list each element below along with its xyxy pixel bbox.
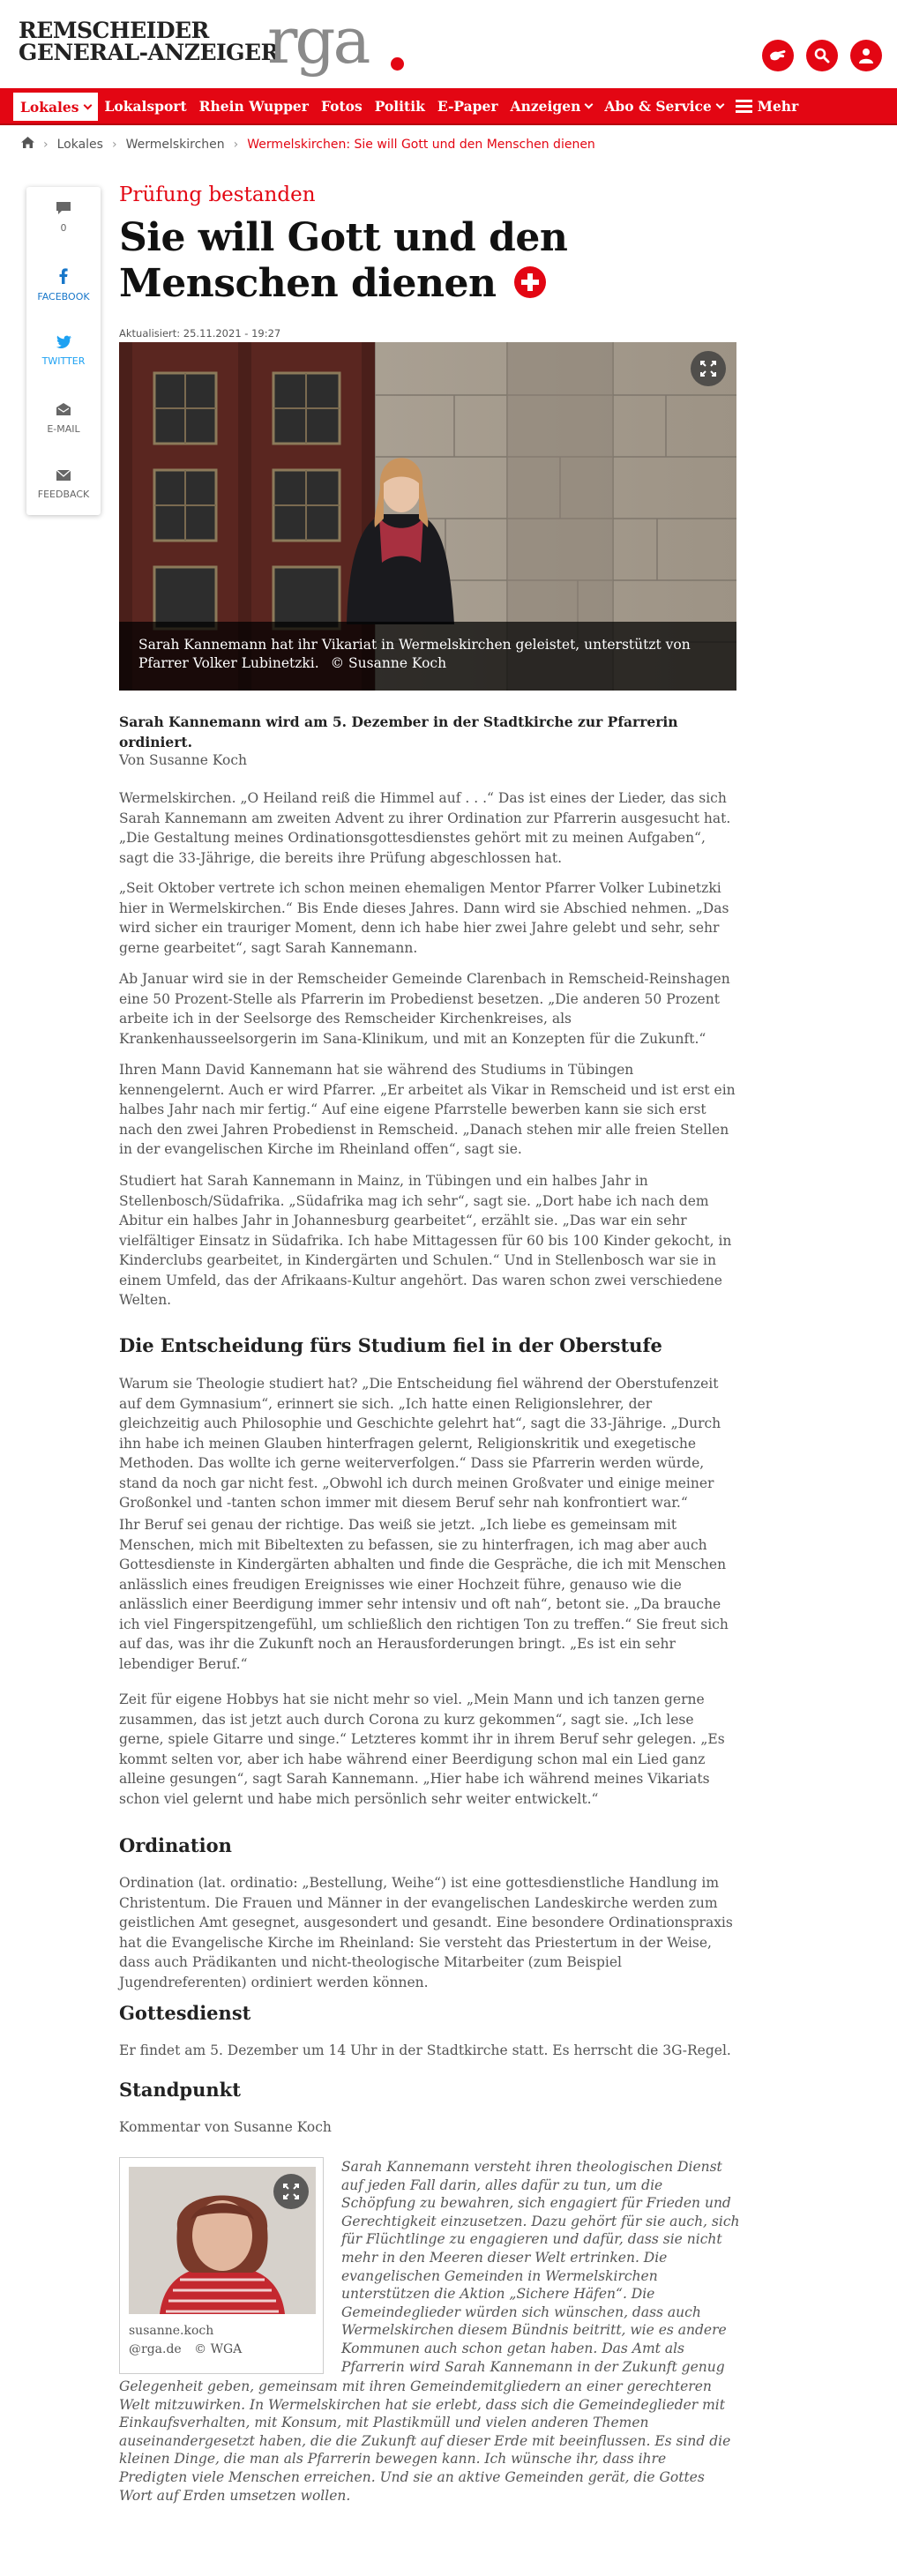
nav-item-mehr[interactable]	[729, 88, 804, 123]
paragraph: Studiert hat Sarah Kannemann in Mainz, in Tübingen und ein halbes Jahr in Stellenbosch/Südafrika. „Südafrika mag ich sehr“, sagt sie. „Dort habe ich nach dem Abitur ein halbes Jahr in Johannesburg gearbeitet“, erzählt sie. „Das war ein sehr vielfältiger Einsatz in Südafrika. Ich habe Mittagessen für 60 bis 100 Kinder gekocht, in Kinderclubs gearbeitet, in Kindergärten und Schulen.“ Und in Stellenbosch war sie in einem Umfeld, das der Afrikaans-Kultur angehört. Das waren schon zwei verschiedene Welten.	[119, 1173, 732, 1308]
search-icon[interactable]	[806, 40, 838, 71]
expand-icon	[273, 2174, 309, 2209]
caption-credit: © Susanne Koch	[330, 655, 447, 671]
breadcrumb-separator: ›	[111, 137, 117, 152]
paragraph: Ihren Mann David Kannemann hat sie während des Studiums in Tübingen kennengelernt. Auch er wird Pfarrer. „Er arbeitet als Vikar in Remscheid und ist erst ein halbes Jahr nach mir fertig.“ Auf eine eigene Pfarrstelle bewerben kann sie sich erst nach den zwei Jahren Probedienst in Remscheid. „Danach stehen mir alle freien Stellen in der evangelischen Kirche im Rheinland offen“, sagt sie.	[119, 1062, 736, 1157]
author-email-domain: @rga.de	[129, 2342, 182, 2356]
user-icon[interactable]	[850, 40, 882, 71]
nav-item-label: Fotos	[320, 97, 363, 115]
breadcrumb-separator: ›	[233, 137, 239, 152]
facebook-icon	[59, 268, 68, 284]
facebook-label: FACEBOOK	[37, 291, 90, 302]
article-title	[119, 215, 736, 307]
comment-text-beside-image	[341, 2158, 740, 2376]
section-heading: Standpunkt	[119, 2079, 241, 2101]
chevron-down-icon	[83, 101, 92, 109]
expand-author-image-button[interactable]	[273, 2174, 309, 2209]
comment-line: mehr in den Meeren dieser Welt ertrinken. Die	[341, 2249, 668, 2266]
nav-item-label: Lokales	[20, 98, 79, 116]
section-heading: Gottesdienst	[119, 2002, 251, 2024]
feedback-button[interactable]	[26, 469, 101, 500]
comment-line: Pfarrerin wird Sarah Kannemann in der Zukunft genug	[341, 2358, 725, 2375]
hero-image[interactable]	[119, 342, 736, 691]
expand-icon	[691, 351, 726, 386]
nav-item-lokales[interactable]	[12, 92, 99, 122]
logo-brand: rga	[267, 4, 369, 78]
paragraph: Er findet am 5. Dezember um 14 Uhr in der Stadtkirche statt. Es herrscht die 3G-Regel.	[119, 2042, 731, 2058]
author-credit: © WGA	[194, 2342, 243, 2356]
nav-item-lokalsport[interactable]	[99, 88, 193, 123]
site-header	[0, 0, 897, 88]
nav-item-fotos[interactable]	[315, 88, 369, 123]
hero-caption	[119, 622, 736, 691]
nav-item-anzeigen[interactable]	[505, 88, 599, 123]
breadcrumb-current: Wermelskirchen: Sie will Gott und den Menschen dienen	[247, 137, 595, 152]
comment-line: unterstützen die Aktion „Sichere Häfen“. Die	[341, 2286, 655, 2303]
comment-text-continued: Gelegenheit geben, gemeinsam mit ihren Gemeindemitgliedern an einer gerechteren Welt mitzuwirken. In Wermelskirchen hat sie erlebt, dass sich die Gemeindeglieder mit Einkaufsverhalten, mit Konsum, mit Plastikmüll und vielen anderen Themen auseinandergesetzt haben, die die Zukunft auf dieser Erde mit beeinflussen. Es sind die kleinen Dinge, die man als Pfarrerin bewegen kann. Ich wünsche ihr, dass ihre Predigten viele Menschen erreichen. Und sie an aktive Gemeinden gerät, die Gottes Wort auf Erden umsetzen wollen.	[119, 2378, 731, 2504]
twitter-label: TWITTER	[41, 355, 86, 367]
article-byline: Von Susanne Koch	[119, 752, 248, 768]
envelope-icon	[56, 469, 71, 482]
comment-line: evangelischen Gemeinden in Wermelskirchen	[341, 2267, 658, 2284]
breadcrumb	[21, 137, 595, 152]
comment-icon	[56, 201, 71, 215]
comment-byline: Kommentar von Susanne Koch	[119, 2119, 332, 2135]
comment-line: Gemeindeglieder würden sich wünschen, dass auch	[341, 2303, 701, 2320]
article-kicker: Prüfung bestanden	[119, 183, 316, 206]
comment-line: Wermelskirchen diesem Bündnis beitritt, wie es andere	[341, 2322, 727, 2339]
paragraph: Warum sie Theologie studiert hat? „Die Entscheidung fiel während der Oberstufenzeit auf dem Gymnasium“, erinnert sie sich. „Ich hatte einen Religionslehrer, der gleichzeitig auch Philosophie und Geschichte gelehrt hat“, sagt die 33-Jährige. „Durch ihn habe ich meinen Glauben hinterfragen gelernt, Religionskritik und exegetische Methoden. Das wollte ich gerne weiterverfolgen.“ Dass sie Pfarrerin werden würde, stand da noch gar nicht fest. „Obwohl ich durch meinen Großvater und einige meiner Großonkel und -tanten schon immer mit diesem Beruf sehr nah konfrontiert war.“	[119, 1376, 721, 1511]
paragraph: Ordination (lat. ordinatio: „Bestellung, Weihe“) ist eine gottesdienstliche Handlung im Christentum. Die Frauen und Männer in der evangelischen Landeskirche werden zum geistlichen Amt gesegnet, ausgesondert und gesandt. Eine besondere Ordinationspraxis hat die Evangelische Kirche im Rheinland: Sie versteht das Priestertum in der Weise, dass auch Prädikanten und nicht-theologische Mitarbeiter (zum Beispiel Jugendreferenten) ordiniert werden können.	[119, 1875, 733, 1990]
facebook-share-button[interactable]	[26, 268, 101, 302]
main-navigation	[0, 88, 897, 125]
nav-item-label: Abo & Service	[604, 97, 712, 115]
paragraph: Wermelskirchen. „O Heiland reiß die Himmel auf . . .“ Das ist eines der Lieder, das sich Sarah Kannemann am zweiten Advent zu ihrer Ordination zur Pfarrerin ausgesucht hat. „Die Gestaltung meines Ordinationsgottesdienstes gehört mit zu meinen Aufgaben“, sagt die 33-Jährige, die bereits ihre Prüfung abgeschlossen hat.	[119, 790, 731, 866]
nav-item-politik[interactable]	[369, 88, 431, 123]
comment-line: Gerechtigkeit einzusetzen. Dazu gehört für sie auch, sich	[341, 2213, 740, 2229]
comment-line: auf jeden Fall darin, alles dafür zu tun, um die	[341, 2177, 663, 2193]
mail-icon	[56, 402, 71, 416]
author-photo[interactable]	[129, 2167, 316, 2314]
menu-icon	[736, 100, 752, 113]
paragraph: Ab Januar wird sie in der Remscheider Gemeinde Clarenbach in Remscheid-Reinshagen eine 50 Prozent-Stelle als Pfarrerin im Probedienst besetzen. „Die anderen 50 Prozent arbeite ich in der Seelsorge des Remscheider Kirchenkreises, als Krankenhausseelsorgerin im Sana-Klinikum, und mit an Konzepten für die Zukunft.“	[119, 971, 730, 1047]
twitter-icon	[56, 335, 71, 348]
comment-line: Sarah Kannemann versteht ihren theologischen Dienst	[341, 2159, 722, 2175]
logo-line-1: REMSCHEIDER	[19, 18, 209, 43]
nav-item-rhein-wupper[interactable]	[193, 88, 315, 123]
comments-count: 0	[60, 222, 67, 234]
comment-line: Kommunen auch schon getan haben. Das Amt als	[341, 2340, 684, 2356]
nav-item-label: Mehr	[757, 97, 799, 115]
nav-item-e-paper[interactable]	[431, 88, 505, 123]
logo-dot	[391, 57, 404, 71]
logo-line-2: GENERAL-ANZEIGER	[19, 40, 279, 65]
breadcrumb-separator: ›	[43, 137, 49, 152]
author-box	[119, 2157, 324, 2374]
chevron-down-icon	[715, 100, 724, 108]
feedback-label: FEEDBACK	[37, 489, 90, 500]
nav-item-label: Politik	[374, 97, 425, 115]
comment-line: Schöpfung zu bewahren, sich engagiert für Frieden und	[341, 2195, 731, 2212]
breadcrumb-item-lokales[interactable]: Lokales	[56, 137, 103, 152]
site-logo[interactable]	[19, 4, 369, 78]
share-bar	[26, 187, 101, 515]
section-heading: Ordination	[119, 1834, 232, 1856]
paragraph: Zeit für eigene Hobbys hat sie nicht mehr so viel. „Mein Mann und ich tanzen gerne zusammen, das ist jetzt auch durch Corona zu kurz gekommen“, sagt sie. „Ich lese gerne, spiele Gitarre und singe.“ Letzteres kommt ihr in ihrem Beruf sehr gelegen. „Es kommt selten vor, aber ich habe während einer Beerdigung schon mal ein Lied ganz alleine gesungen“, sagt Sarah Kannemann. „Hier habe ich während meines Vikariats schon viel gelernt und habe mich persönlich sehr weiter entwickelt.“	[119, 1691, 725, 1807]
chevron-down-icon	[585, 100, 594, 108]
article-lead: Sarah Kannemann wird am 5. Dezember in der Stadtkirche zur Pfarrerin ordiniert.	[119, 713, 678, 750]
nav-item-label: E-Paper	[437, 97, 498, 115]
paragraph: „Seit Oktober vertrete ich schon meinen ehemaligen Mentor Pfarrer Volker Lubinetzki hier in Wermelskirchen.“ Bis Ende dieses Jahres. Dann wird sie Abschied nehmen. „Das wird sicher ein trauriger Moment, denn ich habe hier zwei Jahre gelebt und sehr, sehr gerne gearbeitet“, sagt Sarah Kannemann.	[119, 880, 729, 956]
hand-icon[interactable]	[762, 40, 794, 71]
section-heading: Die Entscheidung fürs Studium fiel in der Oberstufe	[119, 1334, 662, 1356]
home-icon[interactable]	[21, 137, 34, 152]
caption-text: Sarah Kannemann hat ihr Vikariat in Wermelskirchen geleistet, unterstützt von Pfarrer Volker Lubinetzki.	[138, 637, 691, 671]
author-email-user: susanne.koch	[129, 2324, 214, 2338]
comment-line: für Flüchtlinge zu engagieren und dafür, dass sie nicht	[341, 2231, 722, 2248]
plus-badge-icon	[514, 266, 546, 298]
email-share-button[interactable]	[26, 402, 101, 435]
nav-item-abo-service[interactable]	[598, 88, 729, 123]
breadcrumb-item-wermelskirchen[interactable]: Wermelskirchen	[125, 137, 225, 152]
author-caption	[129, 2322, 242, 2359]
expand-image-button[interactable]	[691, 351, 726, 386]
nav-item-label: Lokalsport	[104, 97, 187, 115]
email-label: E-MAIL	[47, 423, 80, 435]
paragraph: Ihr Beruf sei genau der richtige. Das weiß sie jetzt. „Ich liebe es gemeinsam mit Menschen, mich mit Bibeltexten zu befassen, sie zu hinterfragen, ich mag aber auch Gottesdienste in Kindergärten abhalten und finde die Gespräche, die ich mit Menschen anlässlich eines freudigen Ereignisses wie einer Hochzeit führe, genauso wie die anlässlich einer Beerdigung immer sehr intensiv und oft nah“, betont sie. „Da brauche ich viel Fingerspitzengefühl, um schließlich den richtigen Ton zu treffen.“ Sie freut sich auf das, was ihr die Zukunft noch an Herausforderungen bringt. „Es ist ein sehr lebendiger Beruf.“	[119, 1517, 729, 1672]
article-updated: Aktualisiert: 25.11.2021 - 19:27	[119, 327, 281, 340]
twitter-share-button[interactable]	[26, 335, 101, 367]
nav-item-label: Anzeigen	[510, 97, 581, 115]
nav-item-label: Rhein Wupper	[198, 97, 309, 115]
article-title-text: Sie will Gott und den Menschen dienen	[119, 215, 568, 306]
comments-button[interactable]	[26, 201, 101, 234]
